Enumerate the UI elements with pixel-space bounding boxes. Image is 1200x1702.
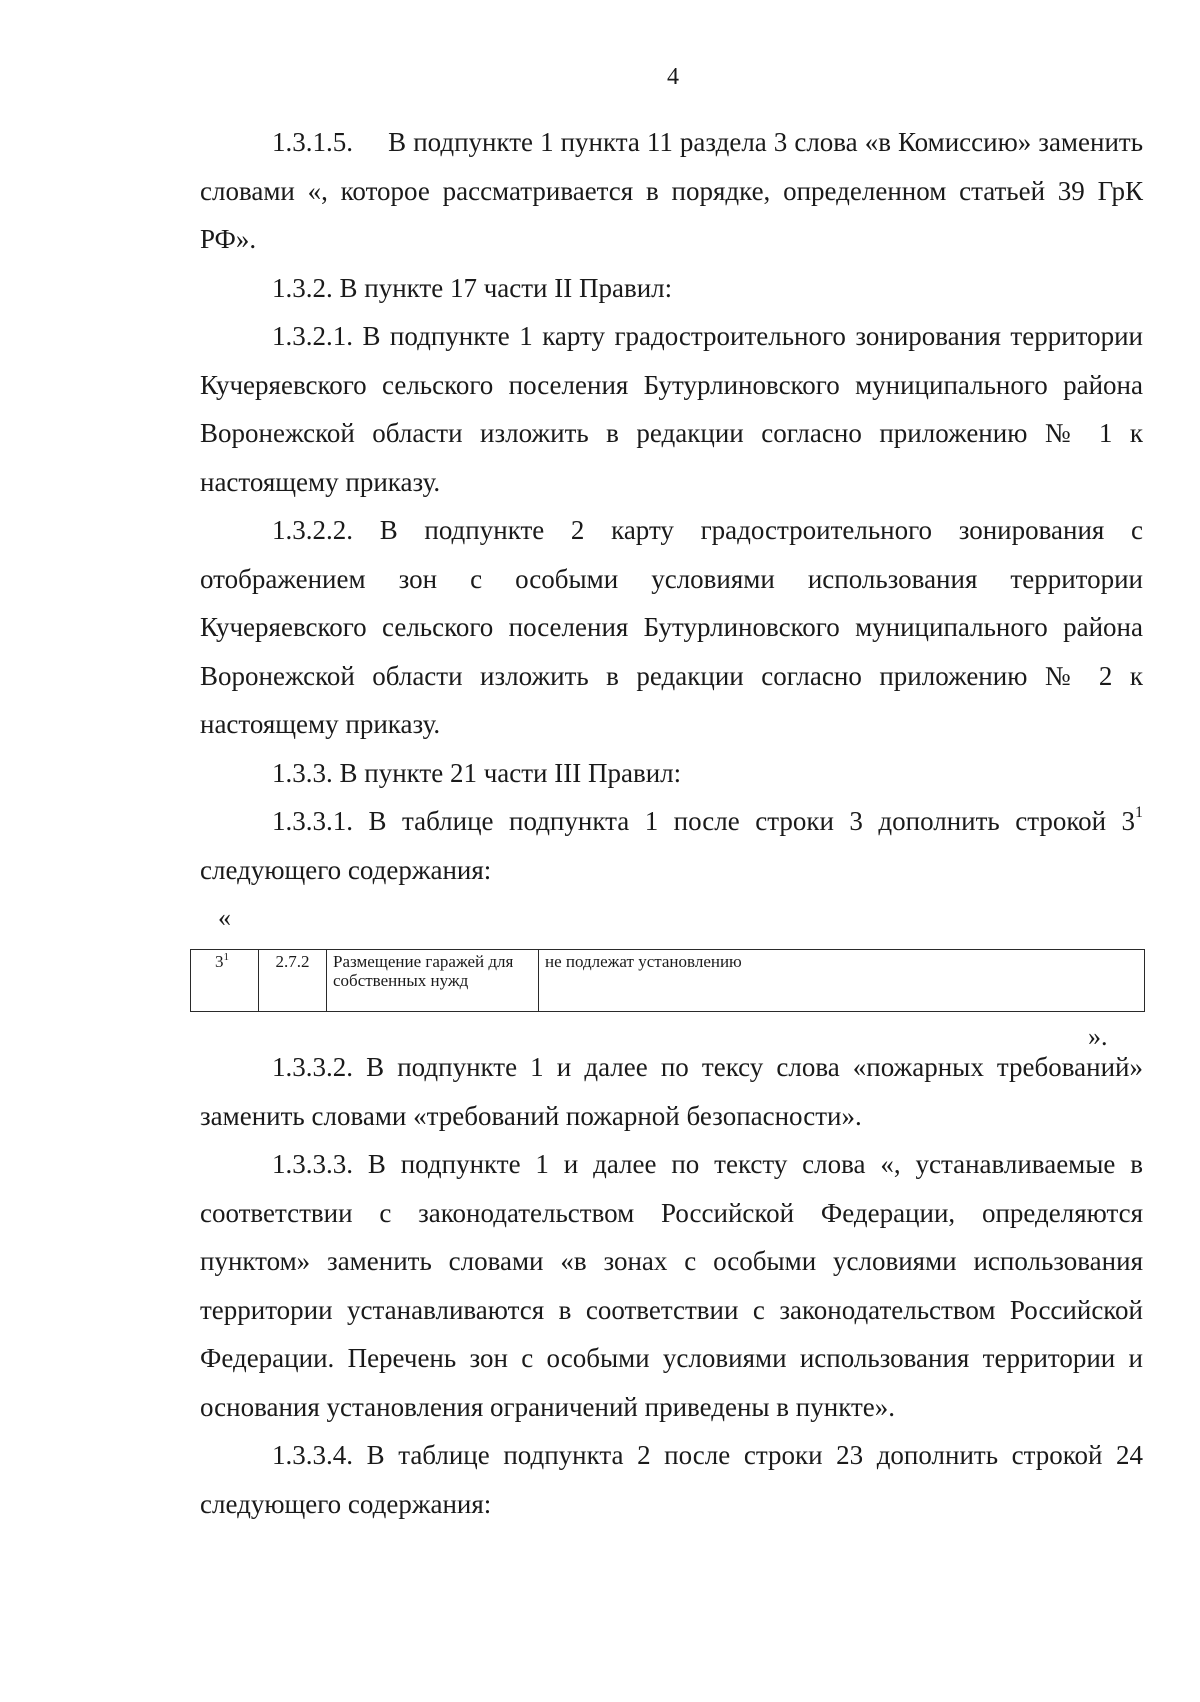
paragraph-1-3-3-3 xyxy=(200,1140,1143,1431)
table-cell-code: 2.7.2 xyxy=(259,950,327,1012)
paragraph-text: В подпункте 1 карту градостроительного зонирования территории Кучеряевского сельского поселения Бутурлиновского муниципального района Воронежской области изложить в редакции согласно приложению № 1 к настоящему приказу. xyxy=(200,321,1143,497)
amendments-section-top xyxy=(200,118,1143,894)
paragraph-number: 1.3.3.3. xyxy=(272,1149,353,1179)
paragraph-number: 1.3.2.2. xyxy=(272,515,353,545)
paragraph-number: 1.3.3. xyxy=(272,757,333,788)
opening-quote: « xyxy=(218,903,231,932)
paragraph-1-3-3-1 xyxy=(200,797,1143,894)
paragraph-text: В таблице подпункта 2 после строки 23 дополнить строкой 24 следующего содержания: xyxy=(200,1440,1144,1519)
paragraph-1-3-2-2 xyxy=(200,506,1143,749)
amendments-section-bottom xyxy=(200,1043,1143,1528)
paragraph-text: В пункте 21 части III Правил: xyxy=(339,757,682,788)
paragraph-number: 1.3.3.2. xyxy=(272,1052,353,1082)
paragraph-1-3-3-2 xyxy=(200,1043,1143,1140)
table-cell-value: не подлежат установлению xyxy=(539,950,1145,1012)
row-number: 3 xyxy=(215,952,224,971)
table-cell-name: Размещение гаражей для собственных нужд xyxy=(327,950,539,1012)
paragraph-number: 1.3.1.5. xyxy=(272,127,353,157)
superscript: 1 xyxy=(1135,804,1144,821)
paragraph-text-tail: следующего содержания: xyxy=(200,854,492,885)
paragraph-text: В подпункте 2 карту градостроительного зонирования с отображением зон с особыми условиями использования территории Кучеряевского сельского поселения Бутурлиновского муниципального района Воронежской области изложить в редакции согласно приложению № 2 к настоящему приказу. xyxy=(200,515,1143,739)
amendment-table xyxy=(190,949,1145,1012)
paragraph-number: 1.3.3.4. xyxy=(272,1440,353,1470)
paragraph-number: 1.3.2.1. xyxy=(272,321,353,351)
paragraph-text: В подпункте 1 и далее по тексу слова «пожарных требований» заменить словами «требований пожарной безопасности». xyxy=(200,1052,1143,1131)
paragraph-text: В таблице подпункта 1 после строки 3 дополнить строкой 3 xyxy=(368,806,1136,836)
row-number-superscript: 1 xyxy=(223,951,229,963)
paragraph-1-3-3-4 xyxy=(200,1431,1143,1528)
paragraph-text: В подпункте 1 пункта 11 раздела 3 слова «в Комиссию» заменить словами «, которое рассматривается в порядке, определенном статьей 39 ГрК РФ». xyxy=(200,127,1144,254)
paragraph-text: В пункте 17 части II Правил: xyxy=(339,272,673,303)
paragraph-1-3-2 xyxy=(200,264,1143,313)
table-row xyxy=(191,950,1145,1012)
closing-quote: ». xyxy=(1088,1022,1108,1051)
page-number: 4 xyxy=(667,64,679,90)
paragraph-number: 1.3.2. xyxy=(272,272,333,303)
table-cell-row-number xyxy=(191,950,259,1012)
paragraph-number: 1.3.3.1. xyxy=(272,806,353,836)
paragraph-text: В подпункте 1 и далее по тексту слова «, устанавливаемые в соответствии с законодательством Российской Федерации, определяются пунктом» заменить словами «в зонах с особыми условиями использования территории устанавливаются в соответствии с законодательством Российской Федерации. Перечень зон с особыми условиями использования территории и основания установления ограничений приведены в пункте». xyxy=(200,1149,1143,1422)
paragraph-1-3-3 xyxy=(200,749,1143,798)
paragraph-1-3-1-5 xyxy=(200,118,1143,264)
paragraph-1-3-2-1 xyxy=(200,312,1143,506)
